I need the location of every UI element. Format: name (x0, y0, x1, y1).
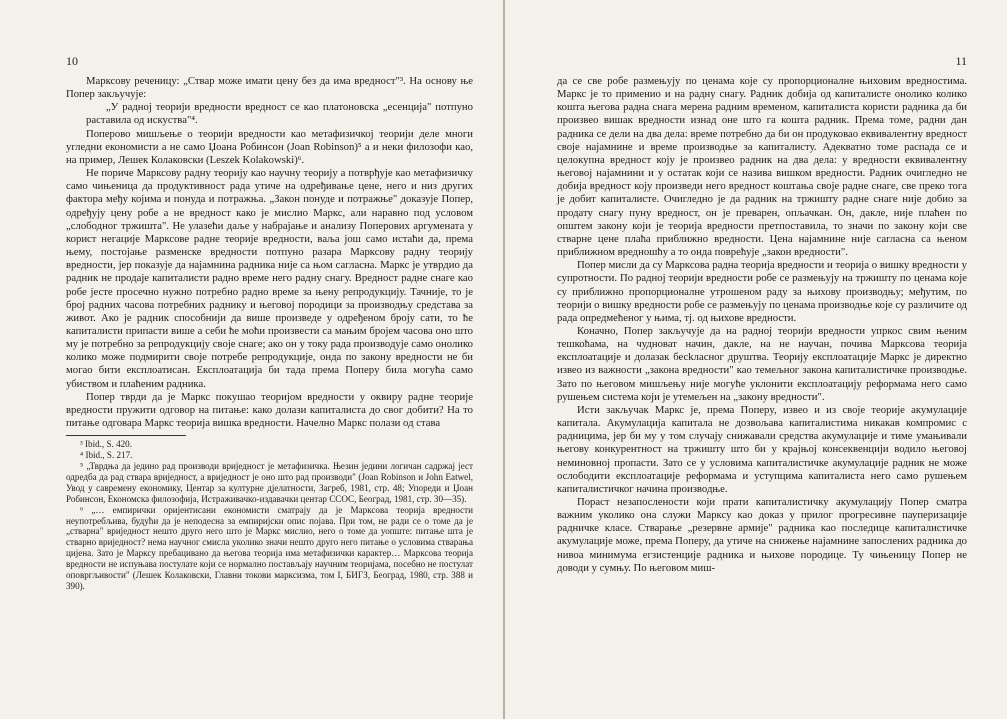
paragraph: да се све робе размењују по ценама које су пропорционалне њиховим вредностима. Маркс је то применио и на радну снагу. Радник добија од капиталисте онолико колико кошта његова радна снага мерена радним временом, капиталиста користи радника да би произвео вишак вредности изнад оне што га кошта радник. Према томе, радни дан радника се дели на два дела: време потребно да би он продуковао еквивалентну вредност своје најамнине и време производње за капиталисту. Адекватно томе распада се и целокупна вредност коју је произвео радник на два дела: у вредности еквивалентну његовој најамнини и у остатак који се назива вишком вредности. Радник очигледно не добија вредност коју произведи него вредност коштања своје радне снаге, све преко тога је добит капиталисте. Очигледно је да радник на тржишту радне снаге није добио за продату снагу пуну вредност, он је преварен, опљачкан. Он, дакле, није плаћен по општем закону који је теорија вредности претпоставила, то значи по закону који све стварне цене плаћа приближно вредности. Цена најамнине није сагласна са њеном приближном вредношћу а то онда поврећује „закон вредности". (557, 75, 967, 259)
paragraph: Попер тврди да је Маркс покушао теоријом вредности у оквиру радне теорије вредности пружити одговор на питање: како долази капиталиста до свог добити? На то питање одговара Маркс теорија вишка вредности. Начелно Маркс полази од става (66, 390, 473, 430)
paragraph: Не пориче Марксову радну теорију као научну теорију а потврђује као метафизичку само чињеница да продуктивност рада утиче на одређивање цене, него и низ других фактора међу којима и понуда и потражња. „Закон понуде и потражње" доказује Попер, одређују цену робе а не вредност како је мислио Маркс, али наравно под условом „слободног тржишта". Не улазећи даље у набрајање и анализу Поперових аргумената у корист негације Марксове радне теорије вредности, ваља још само истаћи да, према њему, постојање разменске вредности потпуно разара Марксову радну теорију вредности, јер показује да најамнина радника није са њом сагласна. Маркс је утврдио да радник не продаје капиталисти радно време него радну снагу. Вредност радне снаге као робе јесте просечно нужно потребно радно време за њену репродукцију. Тачније, то је број радних часова потребних раднику и његовој породици за производњу средстава за живот. Ако је радник способнији да више произведе у одређеном броју сати, то ће капиталисти припасти више а себи ће моћи произвести са мањим бројем часова оно што му је потребно за репродукцију своје снаге; ако он у току рада производује само онолико колико може подмирити своје потребе репродукције, онда по закону вредности не би могао бити експлоатисан. Експлоатација би тада према Попepy била могућа само убиством и плаћеним радника. (66, 167, 473, 390)
page-number: 10 (66, 54, 78, 68)
quotation: „У радној теорији вредности вредност се као платоновска „есенција" потпуно раставила од искуства"⁴. (86, 101, 473, 127)
paragraph: Пораст незапослености који прати капиталистичку акумулацију Попер сматра важним уколико она служи Марксу као доказ у прилог прогресивне пауперизације радничке класе. Стварање „резервне армије" радника као последице капиталистичке акумулације може, према Поперу, да утиче на снижење најамнине запослених радника до нивоа минимума егзистенције радника и њихове породице. Ту чињеницу Попер не доводи у сумњу. По његовом миш- (557, 496, 967, 574)
footnote: ⁶ „… емпирички оријентисани економисти сматрају да је Марксова теорија вредности неупотребљива, будући да је неподесна за емпиријски опис појава. При том, не ради се о томе да је „стварна" вриједност нешто друго него што је Маркс мислио, него о томе да уопште: питање шта је стварно вриједност? нема научног смисла уколико значи нешто друго него питање о условима стварања цијена. Зато је Марксу пребацивано да његова теорија има метафизички карактер… Марксова теорија вредности не испуњава постулате који се нормално постављају научним теоријама, посебно не постулат оповргљивости" (Лешек Колаковски, Главни токови марксизма, том I, БИГЗ, Београд, 1980, стр. 388 и 390). (66, 504, 473, 591)
paragraph: Марксову реченицу: „Ствар може имати цену без да има вредност"³. На основу ње Попер закључује: (66, 75, 473, 101)
body-text (66, 75, 473, 430)
paragraph: Коначно, Попер закључује да на радној теорији вредности упркос свим њеним тешкоћама, на чудноват начин, дакле, на не научан, почива Марксова теорија експлоатације и долазак бесkласног друштва. Теорију експлоатације Маркс је директно извео из важности „закона вредности" као темељног закона капиталистичке производње. Зато по његовом мишљењу није могуће уклонити експлоатацију реформама него само рушењем система који је утемељен на „закону вредности". (557, 324, 967, 403)
paragraph: Поперово мишљење о теорији вредности као метафизичкој теорији деле многи угледни економисти а не само Џоана Робинсон (Joan Robinson)⁵ а и неки филозофи као, на пример, Лешек Колаковски (Leszek Kolakowski)⁶. (66, 127, 473, 166)
footnote: ⁴ Ibid., S. 217. (80, 450, 133, 461)
body-text (557, 75, 967, 575)
footnotes (66, 439, 473, 592)
page-number: 11 (955, 54, 967, 68)
right-page (505, 0, 1007, 719)
footnote: ³ Ibid., S. 420. (80, 439, 132, 450)
paragraph: Исти закључак Маркс је, према Попepy, извео и из своје теорије акумулације капитала. Акумулација капитала не дозвољава капиталистима никакав компромис с радницима, јер би му у том случају снижавали средства акумулације и тиме умањивали његову конкурентност на тржишту што би у крајњој консеквенцији водило његовој неминовној пропасти. Зато се у условима капиталистичке акумулације радник не може ослободити експлоатације реформама и уступцима капиталиста него само рушењем капиталистичког начина производње. (557, 403, 967, 495)
footnote-divider (66, 435, 186, 436)
paragraph: Попер мисли да су Марксова радна теорија вредности и теорија о вишку вредности у супротности. По радној теорији вредности робе се размењују на тржишту по ценама које су приближно пропорционалне утрошеном раду за њихову производњу; међутим, по теорији о вишку вредности робе се размењују по ценама производње које су различите од рада опредмећеног у њима, тј. од њихове вредности. (557, 259, 967, 324)
footnote: ⁵ „Тврдња да једино рад производи вриједност је метафизичка. Њезин једини логичан садржај јест одредба да рад ствара вриједност, а вриједност је оно што рад производи" (Joan Robinson и John Eatwel, Увод у савремену економику, Центар за културне дјелатности, Загреб, 1981, стр. 48; Упореди и Џоан Робинсон, Економска филозофија, Истраживачко-издавачки центар ССОС, Београд, 1981, стр. 30—35). (66, 461, 473, 504)
left-page (0, 0, 503, 719)
